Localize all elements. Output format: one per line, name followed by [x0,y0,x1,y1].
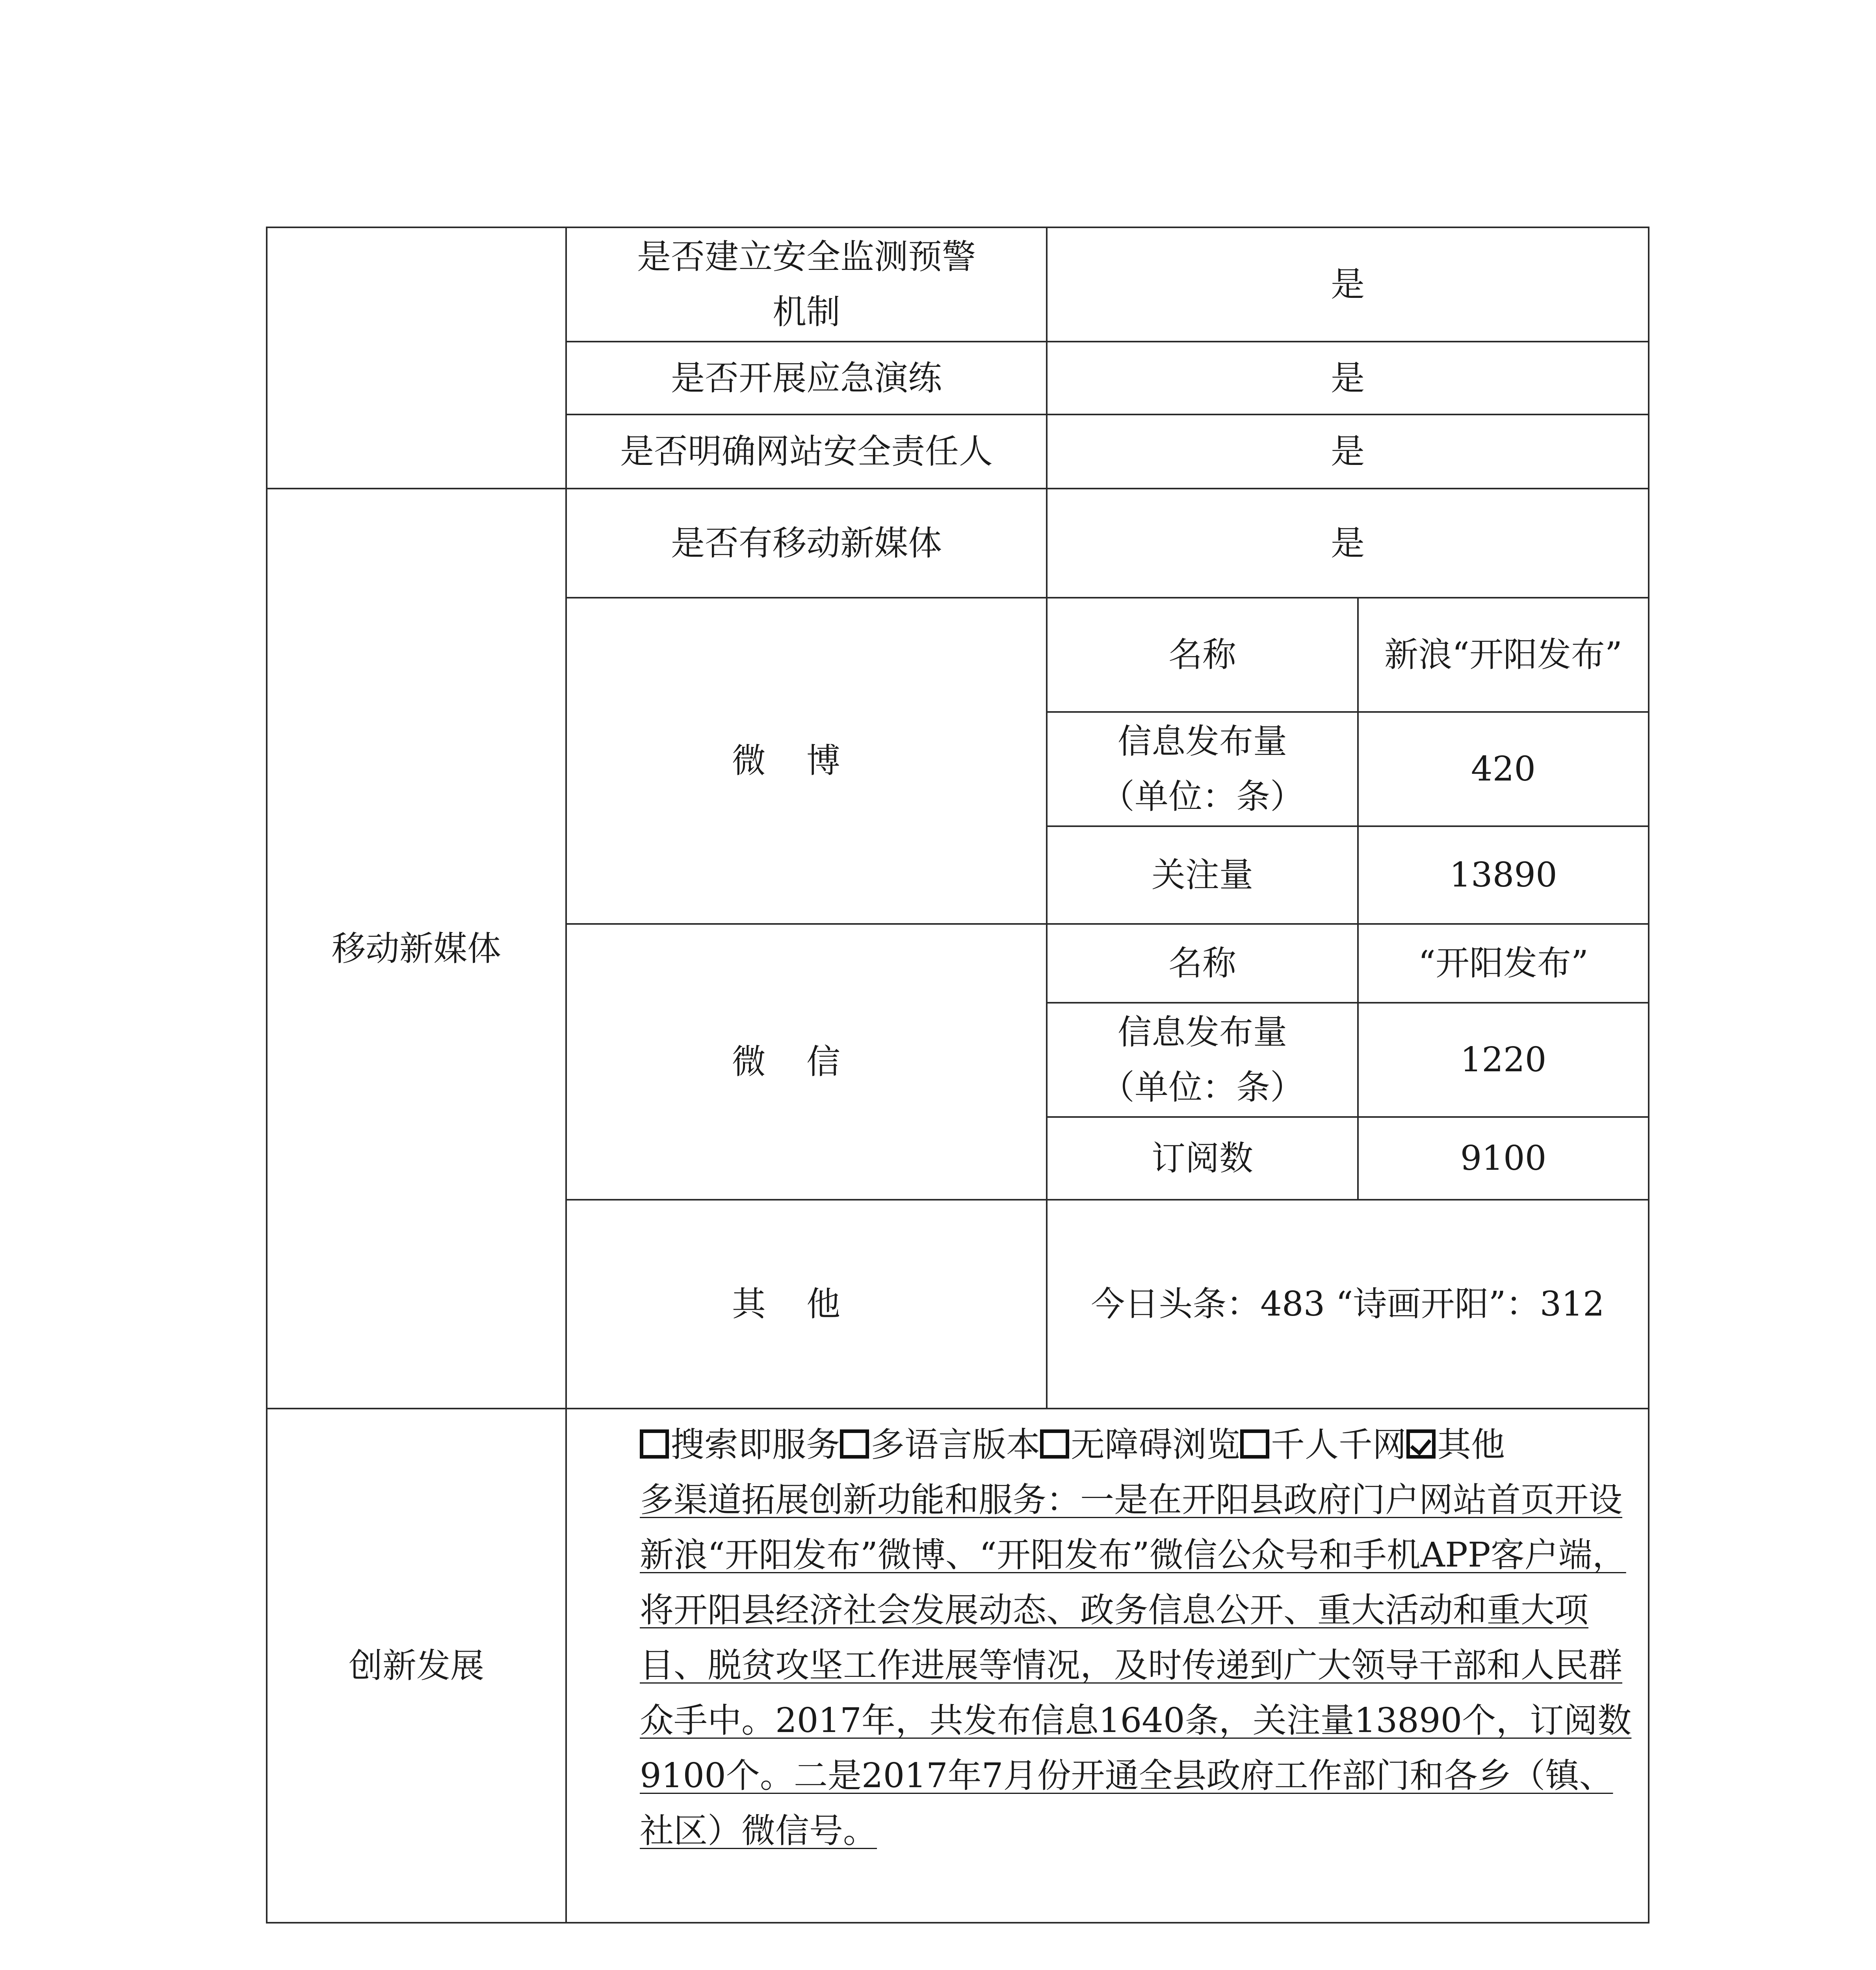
security-officer-value: 是 [1047,414,1649,489]
has-mobile-media-value: 是 [1047,489,1649,598]
security-monitoring-value: 是 [1047,227,1649,342]
weibo-volume-label: 信息发布量（单位：条） [1047,712,1358,826]
other-value: 今日头条：483 “诗画开阳”：312 [1047,1200,1649,1409]
mobile-media-section-label: 移动新媒体 [267,489,566,1409]
wechat-label: 微信 [732,1042,881,1082]
innovation-option-other: 其他 [1406,1425,1505,1464]
weibo-follow-value: 13890 [1358,826,1649,924]
checkbox-unchecked-icon [1240,1429,1269,1459]
innovation-content [566,1409,1649,1923]
wechat-volume-value: 1220 [1358,1003,1649,1117]
wechat-name-value: “开阳发布” [1358,924,1649,1003]
emergency-drill-value: 是 [1047,342,1649,414]
checkbox-unchecked-icon [640,1429,669,1459]
wechat-name-label: 名称 [1047,924,1358,1003]
security-officer-label: 是否明确网站安全责任人 [566,414,1047,489]
other-label-cell [566,1200,1047,1409]
checkbox-unchecked-icon [1040,1429,1069,1459]
innovation-option-accessibility: 无障碍浏览 [1040,1425,1240,1464]
weibo-label-cell [566,598,1047,924]
has-mobile-media-label: 是否有移动新媒体 [566,489,1047,598]
security-section-cell [267,227,566,489]
innovation-description: 多渠道拓展创新功能和服务：一是在开阳县政府门户网站首页开设新浪“开阳发布”微博、“开阳发布”微信公众号和手机APP客户端，将开阳县经济社会发展动态、政务信息公开、重大活动和重大项目、脱贫攻坚工作进展等情况，及时传递到广大领导干部和人民群众手中。2017年，共发布信息1640条，关注量13890个，订阅数9100个。二是2017年7月份开通全县政府工作部门和各乡（镇、社区）微信号。 [640,1480,1632,1851]
weibo-label: 微博 [732,741,881,781]
checkbox-unchecked-icon [840,1429,869,1459]
emergency-drill-label: 是否开展应急演练 [566,342,1047,414]
innovation-option-search: 搜索即服务 [640,1425,840,1464]
weibo-volume-value: 420 [1358,712,1649,826]
wechat-sub-label: 订阅数 [1047,1117,1358,1200]
innovation-option-personalized: 千人千网 [1240,1425,1406,1464]
weibo-name-label: 名称 [1047,598,1358,712]
checkbox-checked-icon [1406,1429,1436,1459]
wechat-volume-label: 信息发布量（单位：条） [1047,1003,1358,1117]
report-table [266,227,1649,1924]
weibo-name-value: 新浪“开阳发布” [1358,598,1649,712]
wechat-sub-value: 9100 [1358,1117,1649,1200]
wechat-label-cell [566,924,1047,1200]
other-label: 其他 [732,1284,881,1324]
weibo-follow-label: 关注量 [1047,826,1358,924]
innovation-section-label: 创新发展 [267,1409,566,1923]
security-monitoring-label: 是否建立安全监测预警机制 [566,227,1047,342]
innovation-option-multilang: 多语言版本 [840,1425,1040,1464]
